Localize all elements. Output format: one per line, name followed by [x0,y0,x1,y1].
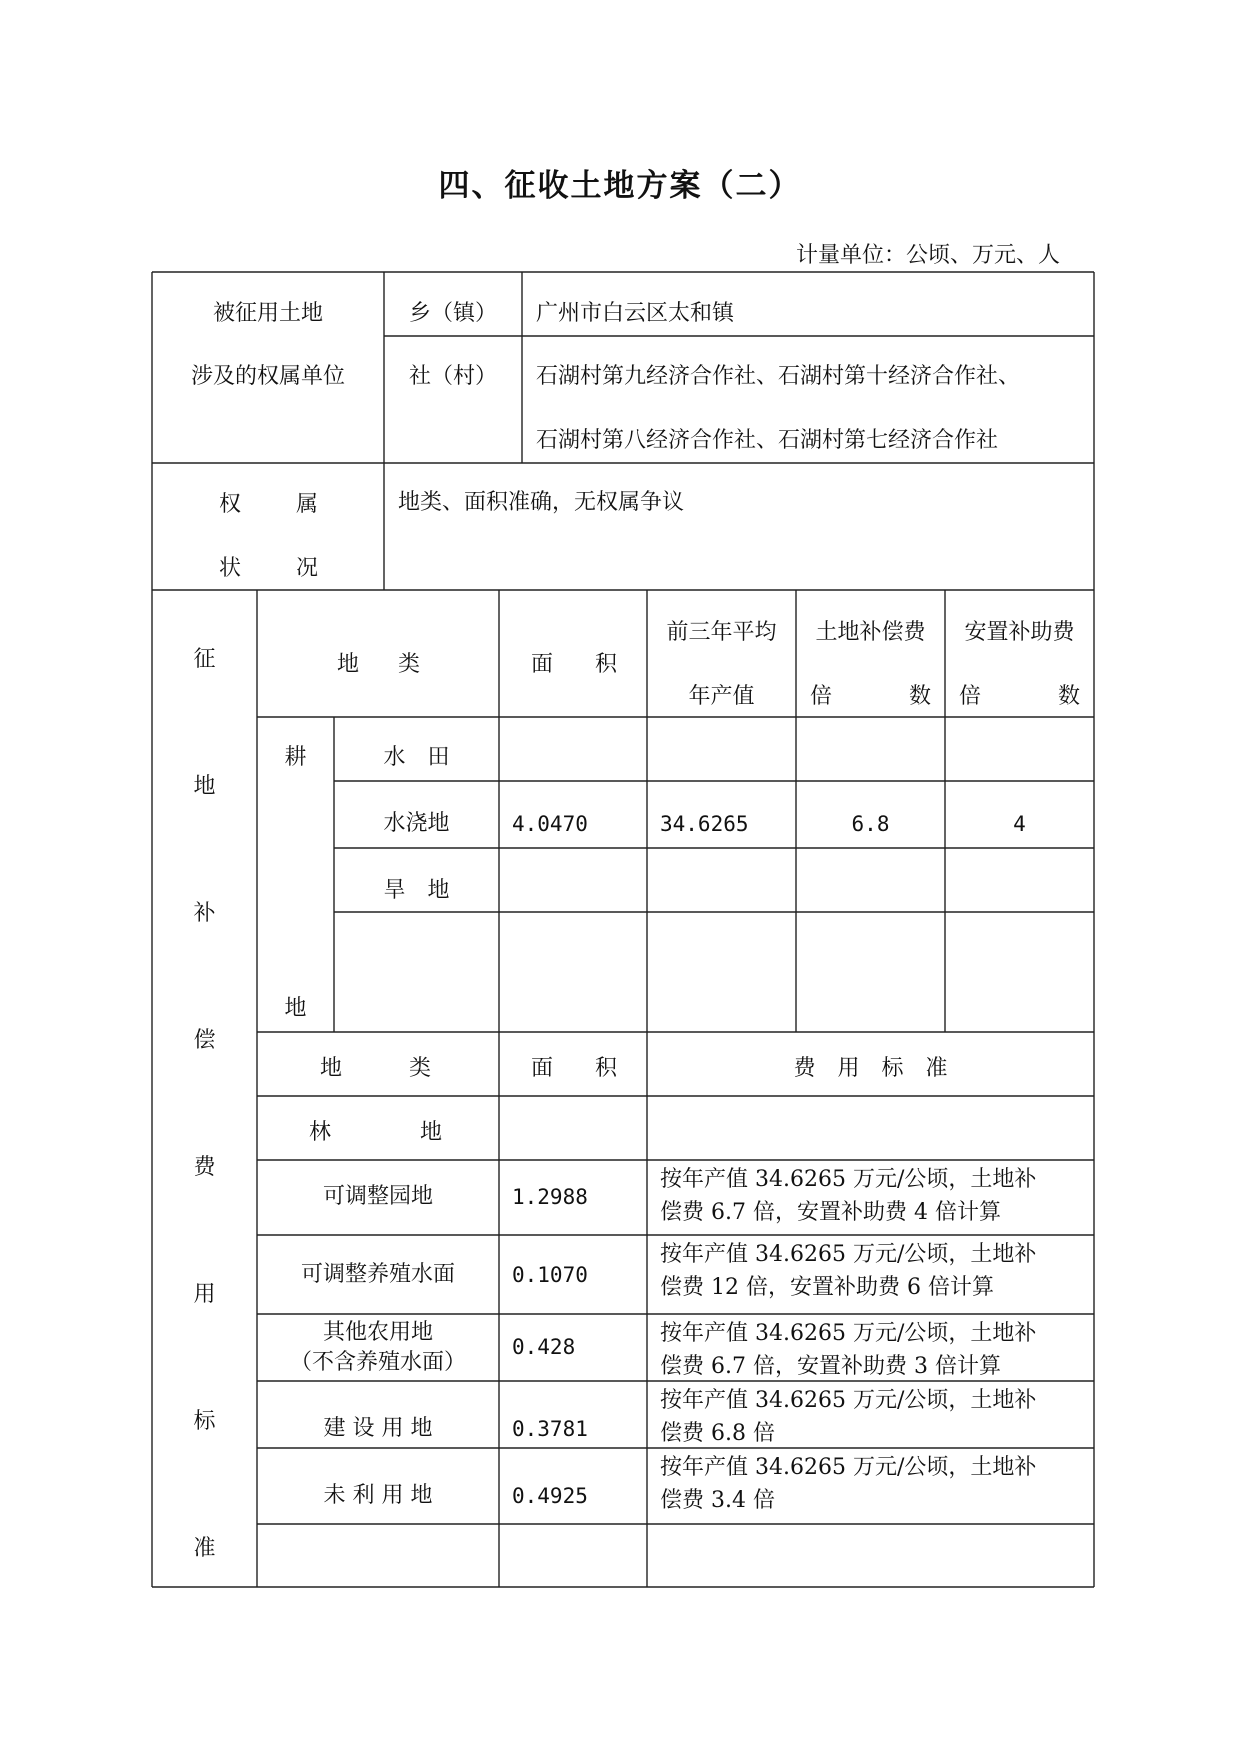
side-label-char: 补 [193,901,216,926]
side-label-char: 地 [193,774,216,799]
header-land-comp: 倍 [810,684,833,709]
table-row-type: 地 [420,1120,443,1145]
header-land-comp: 数 [909,684,932,709]
fee-line: 偿费 6.7 倍，安置补助费 3 倍计算 [660,1354,1001,1379]
header-area: 积 [595,1056,618,1081]
header-land-type: 地 [337,652,360,677]
village-label: 社（村） [408,364,497,389]
farmland-char: 地 [284,996,307,1021]
fee-line: 按年产值 34.6265 万元/公顷，土地补 [660,1242,1037,1267]
table-cell-area: 0.4925 [512,1484,588,1508]
side-label-char: 征 [193,647,216,672]
status-label-char: 属 [296,492,319,517]
side-label-char: 偿 [193,1028,216,1053]
ownership-label-line2: 涉及的权属单位 [190,364,345,389]
ownership-label-line1: 被征用土地 [212,301,323,326]
table-cell-area: 0.1070 [512,1263,588,1287]
table-cell-area: 4.0470 [512,812,588,836]
table-cell-avg-output: 34.6265 [660,812,749,836]
table-cell-fee-standard [660,1451,1085,1517]
header-land-type: 类 [398,652,421,677]
table-row-type: 水 田 [383,745,450,770]
status-label-char: 状 [219,556,242,581]
table-cell-area: 1.2988 [512,1185,588,1209]
header-land-type: 地 [320,1056,343,1081]
table-row-type: 未 利 用 地 [323,1483,433,1508]
ownership-status-value: 地类、面积准确，无权属争议 [398,490,685,515]
header-fee-standard: 费 用 标 准 [793,1056,948,1081]
header-land-comp: 土地补偿费 [815,620,926,645]
table-row-type: 可调整养殖水面 [300,1262,455,1287]
farmland-char: 耕 [284,745,307,770]
table-row-type: 水浇地 [383,811,450,836]
fee-line: 偿费 6.8 倍 [660,1421,775,1446]
side-label-char: 用 [193,1282,216,1307]
table-cell-fee-standard [660,1163,1085,1229]
header-avg-output: 前三年平均 [666,620,777,645]
table-cell-area: 0.3781 [512,1417,588,1441]
table-cell-fee-standard [660,1317,1085,1383]
village-value-line2: 石湖村第八经济合作社、石湖村第七经济合作社 [536,428,999,453]
side-label-char: 费 [193,1155,216,1180]
fee-line: 偿费 12 倍，安置补助费 6 倍计算 [660,1275,994,1300]
table-row-type: 其他农用地 [322,1320,433,1345]
unit-note: 计量单位：公顷、万元、人 [795,243,1060,268]
side-label-char: 标 [193,1409,216,1434]
table-cell-area: 0.428 [512,1335,576,1359]
table-cell-fee-standard [660,1384,1085,1450]
header-resettle: 倍 [959,684,982,709]
table-row-type: 可调整园地 [322,1184,433,1209]
fee-line: 偿费 6.7 倍，安置补助费 4 倍计算 [660,1200,1001,1225]
table-cell-land-multiple: 6.8 [851,812,890,836]
header-area: 积 [595,652,618,677]
header-land-type: 类 [409,1056,432,1081]
fee-line: 按年产值 34.6265 万元/公顷，土地补 [660,1388,1037,1413]
header-resettle: 安置补助费 [964,620,1075,645]
table-row-type: 旱 地 [383,878,450,903]
fee-line: 按年产值 34.6265 万元/公顷，土地补 [660,1455,1037,1480]
fee-line: 按年产值 34.6265 万元/公顷，土地补 [660,1167,1037,1192]
table-row-type: （不含养殖水面） [289,1350,466,1375]
table-row-type: 建 设 用 地 [323,1416,433,1441]
status-label-char: 况 [296,556,319,581]
table-row-type: 林 [309,1120,332,1145]
side-label-char: 准 [193,1536,216,1561]
table-cell-resettle-multiple: 4 [1013,812,1026,836]
township-label: 乡（镇） [408,301,497,326]
status-label-char: 权 [219,492,242,517]
header-avg-output: 年产值 [688,684,755,709]
fee-line: 偿费 3.4 倍 [660,1488,775,1513]
header-resettle: 数 [1058,684,1081,709]
header-area: 面 [531,1056,554,1081]
header-area: 面 [531,652,554,677]
township-value: 广州市白云区太和镇 [536,301,735,326]
fee-line: 按年产值 34.6265 万元/公顷，土地补 [660,1321,1037,1346]
village-value-line1: 石湖村第九经济合作社、石湖村第十经济合作社、 [536,364,1021,389]
page-title: 四、征收土地方案（二） [438,168,802,204]
table-cell-fee-standard [660,1238,1085,1304]
